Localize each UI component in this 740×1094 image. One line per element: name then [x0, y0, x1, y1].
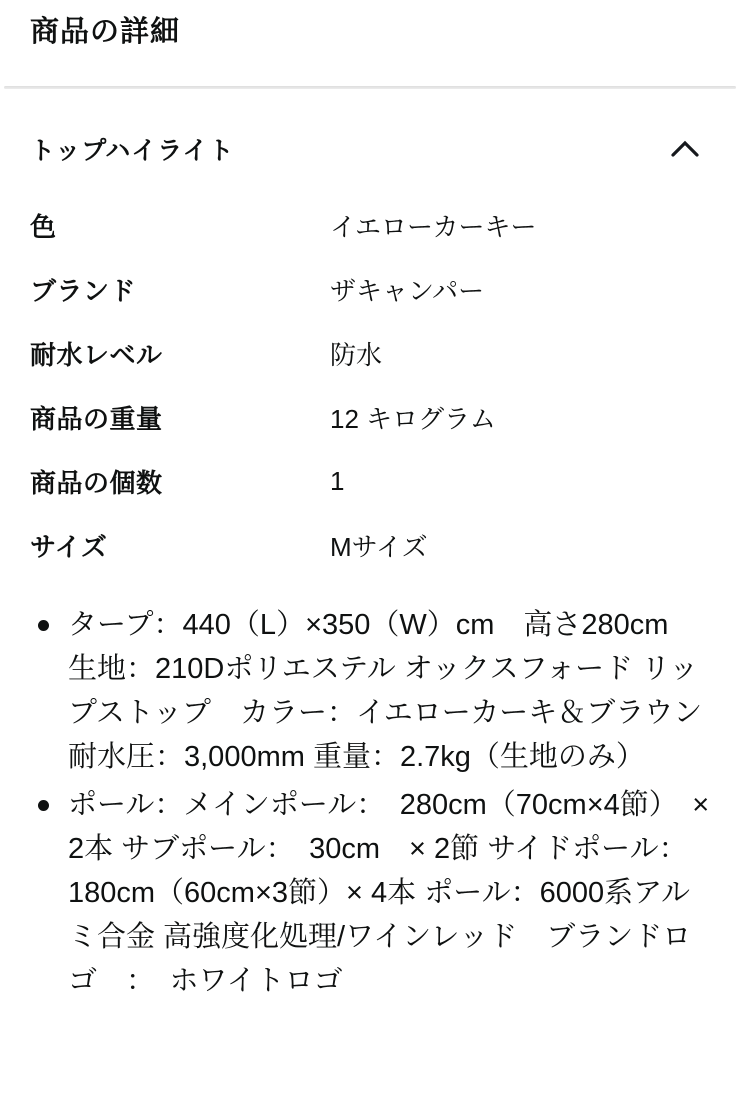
spec-row-size — [0, 513, 740, 577]
spec-label: 耐水レベル — [30, 339, 163, 370]
spec-label: 色 — [30, 211, 57, 242]
highlight-text: ポール：メインポール： 280cm（70cm×4節） × 2本 サブポール： 30cm × 2節 サイドポール： 180cm（60cm×3節）× 4本 ポール：6000系アルミ合金 高強度化処理/ワインレッド ブランドロゴ ： ホワイトロゴ — [68, 789, 710, 997]
spec-row-brand — [0, 257, 740, 321]
spec-value: ザキャンパー — [330, 275, 485, 306]
highlight-list — [0, 603, 740, 1003]
highlight-text: タープ：440（L）×350（W）cm 高さ280cm 生地：210Dポリエステル オックスフォード リップストップ カラー：イエローカーキ＆ブラウン 耐水圧：3,000mm 重量：2.7kg（生地のみ） — [68, 609, 732, 773]
spec-label: サイズ — [30, 531, 108, 562]
bullet-icon — [38, 800, 49, 811]
spec-row-color — [0, 193, 740, 257]
section-title: トップハイライト — [30, 137, 235, 165]
highlight-item-tarp — [68, 603, 732, 779]
spec-value: 1 — [330, 465, 345, 496]
spec-value: Mサイズ — [330, 531, 428, 562]
spec-row-item-count — [0, 449, 740, 513]
section-header-top-highlights[interactable] — [30, 131, 700, 167]
spec-value: 防水 — [330, 339, 383, 370]
highlight-item-pole — [68, 783, 710, 1003]
spec-row-weight — [0, 385, 740, 449]
spec-value: 12 キログラム — [330, 403, 496, 434]
spec-label: 商品の重量 — [30, 403, 163, 434]
spec-label: 商品の個数 — [30, 467, 163, 498]
section-divider — [4, 86, 736, 89]
bullet-icon — [38, 620, 49, 631]
spec-value: イエローカーキー — [330, 211, 537, 242]
chevron-up-icon[interactable] — [670, 138, 700, 160]
spec-table — [0, 193, 740, 577]
spec-label: ブランド — [30, 275, 137, 306]
spec-row-water-resistance — [0, 321, 740, 385]
page-title: 商品の詳細 — [30, 16, 181, 48]
